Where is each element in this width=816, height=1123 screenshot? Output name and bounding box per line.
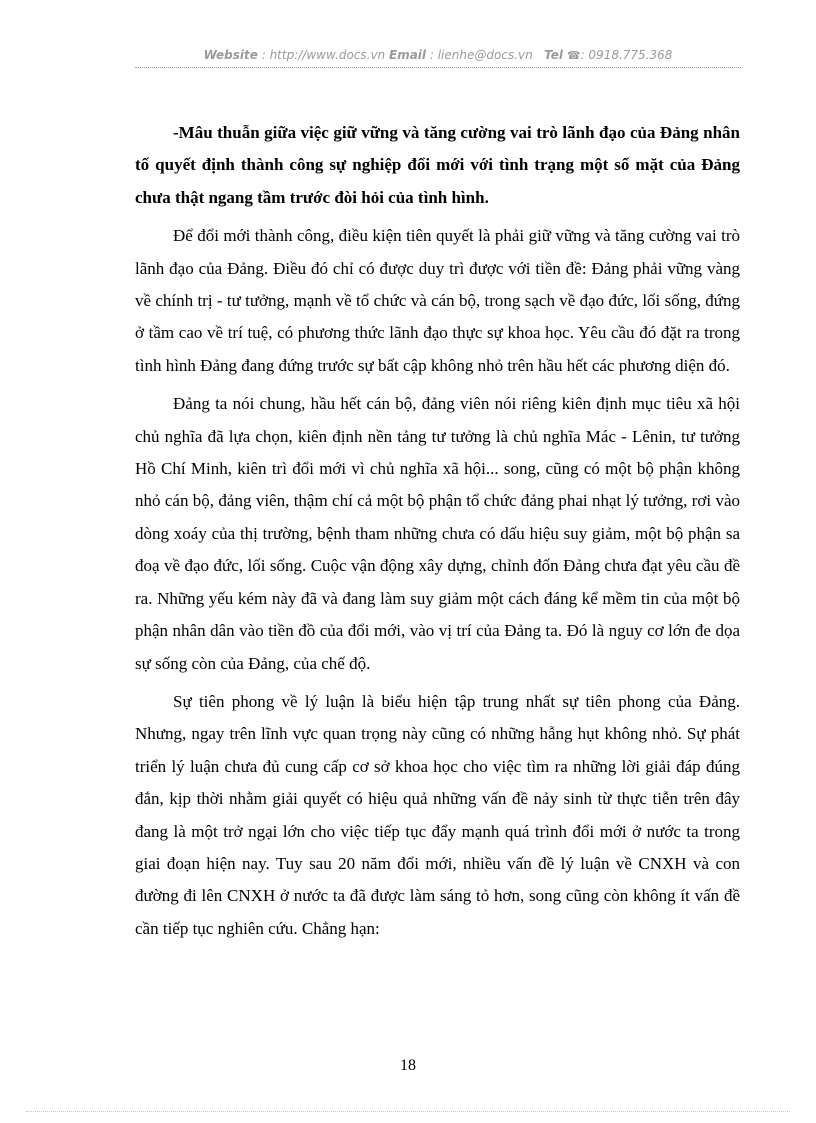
body-paragraph: Sự tiên phong về lý luận là biểu hiện tập trung nhất sự tiên phong của Đảng. Nhưng, ngay trên lĩnh vực quan trọng này cũng có những hẫng hụt không nhỏ. Sự phát triển lý luận chưa đủ cung cấp cơ sở khoa học cho việc tìm ra những lời giải đáp đúng đắn, kịp thời nhằm giải quyết có hiệu quả những vấn đề nảy sinh từ thực tiễn trên đây đang là một trở ngại lớn cho việc tiếp tục đẩy mạnh quá trình đổi mới ở nước ta trong giai đoạn hiện nay. Tuy sau 20 năm đổi mới, nhiều vấn đề lý luận về CNXH và con đường đi lên CNXH ở nước ta đã được làm sáng tỏ hơn, song cũng còn không ít vấn đề cần tiếp tục nghiên cứu. Chẳng hạn: bbox=[135, 691, 740, 938]
email-separator: : bbox=[426, 48, 438, 62]
email-label: Email bbox=[389, 48, 427, 62]
body-paragraph: Để đổi mới thành công, điều kiện tiên quyết là phải giữ vững và tăng cường vai trò lãnh đạo của Đảng. Điều đó chỉ có được duy trì được với tiền đề: Đảng phải vững vàng về chính trị - tư tưởng, mạnh về tổ chức và cán bộ, trong sạch về đạo đức, lối sống, đứng ở tầm cao về trí tuệ, có phương thức lãnh đạo thực sự khoa học. Yêu cầu đó đặt ra trong tình hình Đảng đang đứng trước sự bất cập không nhỏ trên hầu hết các phương diện đó. bbox=[135, 226, 740, 375]
email-link[interactable]: lienhe@docs.vn bbox=[437, 48, 533, 62]
tel-separator: : bbox=[580, 48, 589, 62]
document-body bbox=[135, 117, 740, 951]
website-separator: : bbox=[257, 48, 270, 62]
tel-label: Tel bbox=[544, 48, 564, 62]
website-link[interactable]: http://www.docs.vn bbox=[269, 48, 386, 62]
page-number: 18 bbox=[400, 1057, 416, 1074]
tel-number: 0918.775.368 bbox=[588, 48, 673, 62]
footer-divider bbox=[26, 1111, 790, 1112]
page-header bbox=[135, 45, 741, 68]
website-label: Website bbox=[203, 48, 258, 62]
telephone-icon: ☎ bbox=[566, 49, 581, 62]
section-heading: -Mâu thuẫn giữa việc giữ vững và tăng cường vai trò lãnh đạo của Đảng nhân tố quyết định thành công sự nghiệp đổi mới với tình trạng một số mặt của Đảng chưa thật ngang tầm trước đòi hỏi của tình hình. bbox=[135, 123, 740, 207]
body-paragraph: Đảng ta nói chung, hầu hết cán bộ, đảng viên nói riêng kiên định mục tiêu xã hội chủ nghĩa đã lựa chọn, kiên định nền tảng tư tưởng là chủ nghĩa Mác - Lênin, tư tưởng Hồ Chí Minh, kiên trì đổi mới vì chủ nghĩa xã hội... song, cũng có một bộ phận không nhỏ cán bộ, đảng viên, thậm chí cả một bộ phận tổ chức đảng phai nhạt lý tưởng, rơi vào dòng xoáy của thị trường, bệnh tham những chưa có dấu hiệu suy giảm, một bộ phận sa đoạ về đạo đức, lối sống. Cuộc vận động xây dựng, chỉnh đốn Đảng chưa đạt yêu cầu đề ra. Những yếu kém này đã và đang làm suy giảm một cách đáng kể mềm tin của một bộ phận nhân dân vào tiền đồ của đổi mới, vào vị trí của Đảng ta. Đó là nguy cơ lớn đe dọa sự sống còn của Đảng, của chế độ. bbox=[135, 394, 740, 673]
